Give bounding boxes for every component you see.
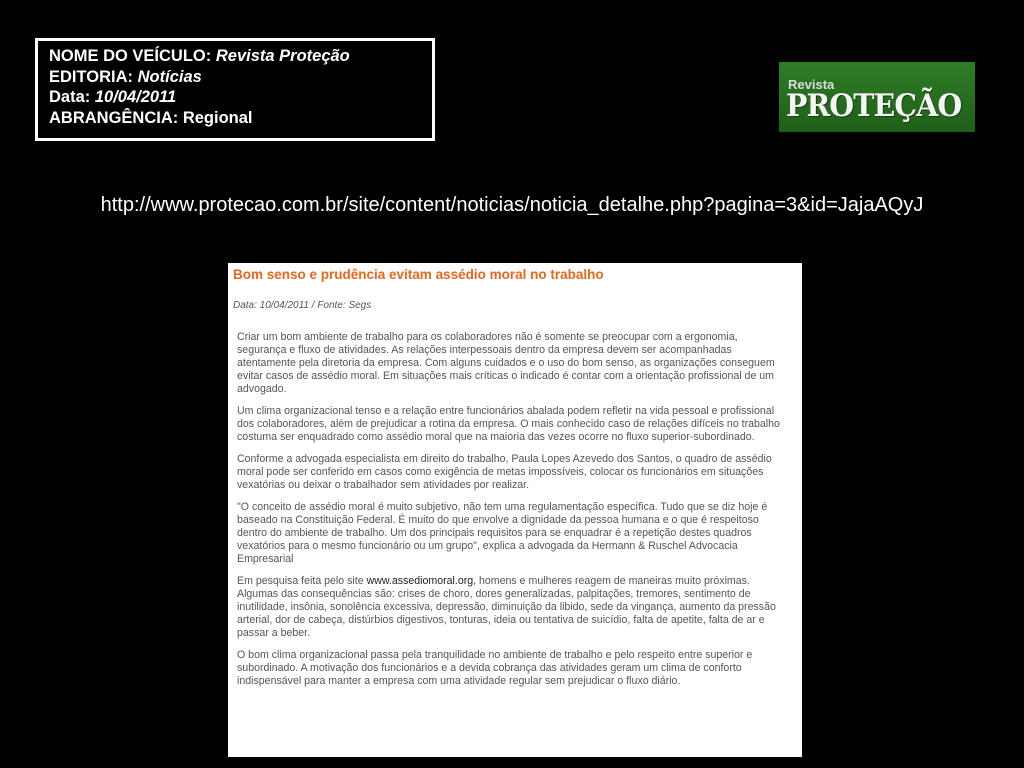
date-label: Data: [49,88,91,106]
source-url: http://www.protecao.com.br/site/content/noticias/noticia_detalhe.php?pagina=3&id=JajaAQyJ [100,194,924,216]
date-row [49,87,422,108]
vehicle-label: NOME DO VEÍCULO: [49,47,212,65]
article-paragraph: O bom clima organizacional passa pela tranquilidade no ambiente de trabalho e pelo respeito entre superior e subordinado. A motivação dos funcionários e a devida cobrança das atividades geram um clima de conforto indispensável para manter a empresa com uma atividade regular sem prejudicar o fluxo diário. [237,649,753,687]
scope-value: Regional [182,108,253,127]
site-link: www.assediomoral.org [366,575,474,587]
article-title: Bom senso e prudência evitam assédio moral no trabalho [233,267,604,282]
article-paragraph: Criar um bom ambiente de trabalho para os colaboradores não é somente se preocupar com a ergonomia, segurança e fluxo de atividades. As relações interpessoais dentro da empresa devem ser acompanhadas atentamente pela diretoria da empresa. Com alguns cuidados e o uso do bom senso, as organizações conseguem evitar casos de assédio moral. Em situações mais críticas o indicado é contar com a orientação profissional de um advogado. [237,331,775,395]
article-paragraph [237,575,789,640]
article-meta: Data: 10/04/2011 / Fonte: Segs [233,300,372,311]
section-value: Notícias [137,67,202,86]
section-row [49,67,422,88]
article-paragraph: Conforme a advogada especialista em direito do trabalho, Paula Lopes Azevedo dos Santos, o quadro de assédio moral pode ser conferido em casos como exigência de metas impossíveis, colocar os funcionários em situações vexatórias ou deixar o trabalhador sem atividades por realizar. [237,453,772,491]
article-clipping [228,263,802,757]
scope-label: ABRANGÊNCIA: [49,108,179,127]
revista-protecao-logo [779,62,975,132]
paragraph-text: , homens e mulheres reagem de maneiras muito próximas. Algumas das consequências são: crises de choro, dores generalizadas, palpitações, tremores, sentimento de inutilidade, insônia, sonolência excessiva, depressão, diminuição da libido, sede da vingança, aumento da pressão arterial, dor de cabeça, distúrbios digestivos, tonturas, ideia ou tentativa de suicídio, falta de apetite, falta de ar e passar a beber. [237,575,776,639]
article-paragraph: Um clima organizacional tenso e a relação entre funcionários abalada podem refletir na vida pessoal e profissional dos colaboradores, além de prejudicar a rotina da empresa. O mais conhecido caso de relações difíceis no trabalho costuma ser enquadrado como assédio moral que na maioria das vezes ocorre no fluxo superior-subordinado. [237,405,780,443]
logo-small-text: Revista [788,77,835,92]
section-label: EDITORIA: [49,67,134,86]
scope-row [49,108,422,129]
article-paragraph: "O conceito de assédio moral é muito subjetivo, não tem uma regulamentação específica. Tudo que se diz hoje é baseado na Constituição Federal. É muito do que envolve a dignidade da pessoa humana e o que é respeitoso dentro do ambiente de trabalho. Um dos principais requisitos para se enquadrar é a repetição destes quadros vexatórios para o mesmo funcionário ou um grupo", explica a advogada da Hermann & Ruschel Advocacia Empresarial [237,501,768,565]
vehicle-value: Revista Proteção [215,47,350,65]
logo-big-text: PROTEÇÃO [786,88,962,124]
date-value: 10/04/2011 [94,88,177,106]
vehicle-row [49,46,422,67]
vehicle-info-box [35,38,435,141]
paragraph-text: Em pesquisa feita pelo site [237,575,367,587]
article-body [237,331,789,697]
